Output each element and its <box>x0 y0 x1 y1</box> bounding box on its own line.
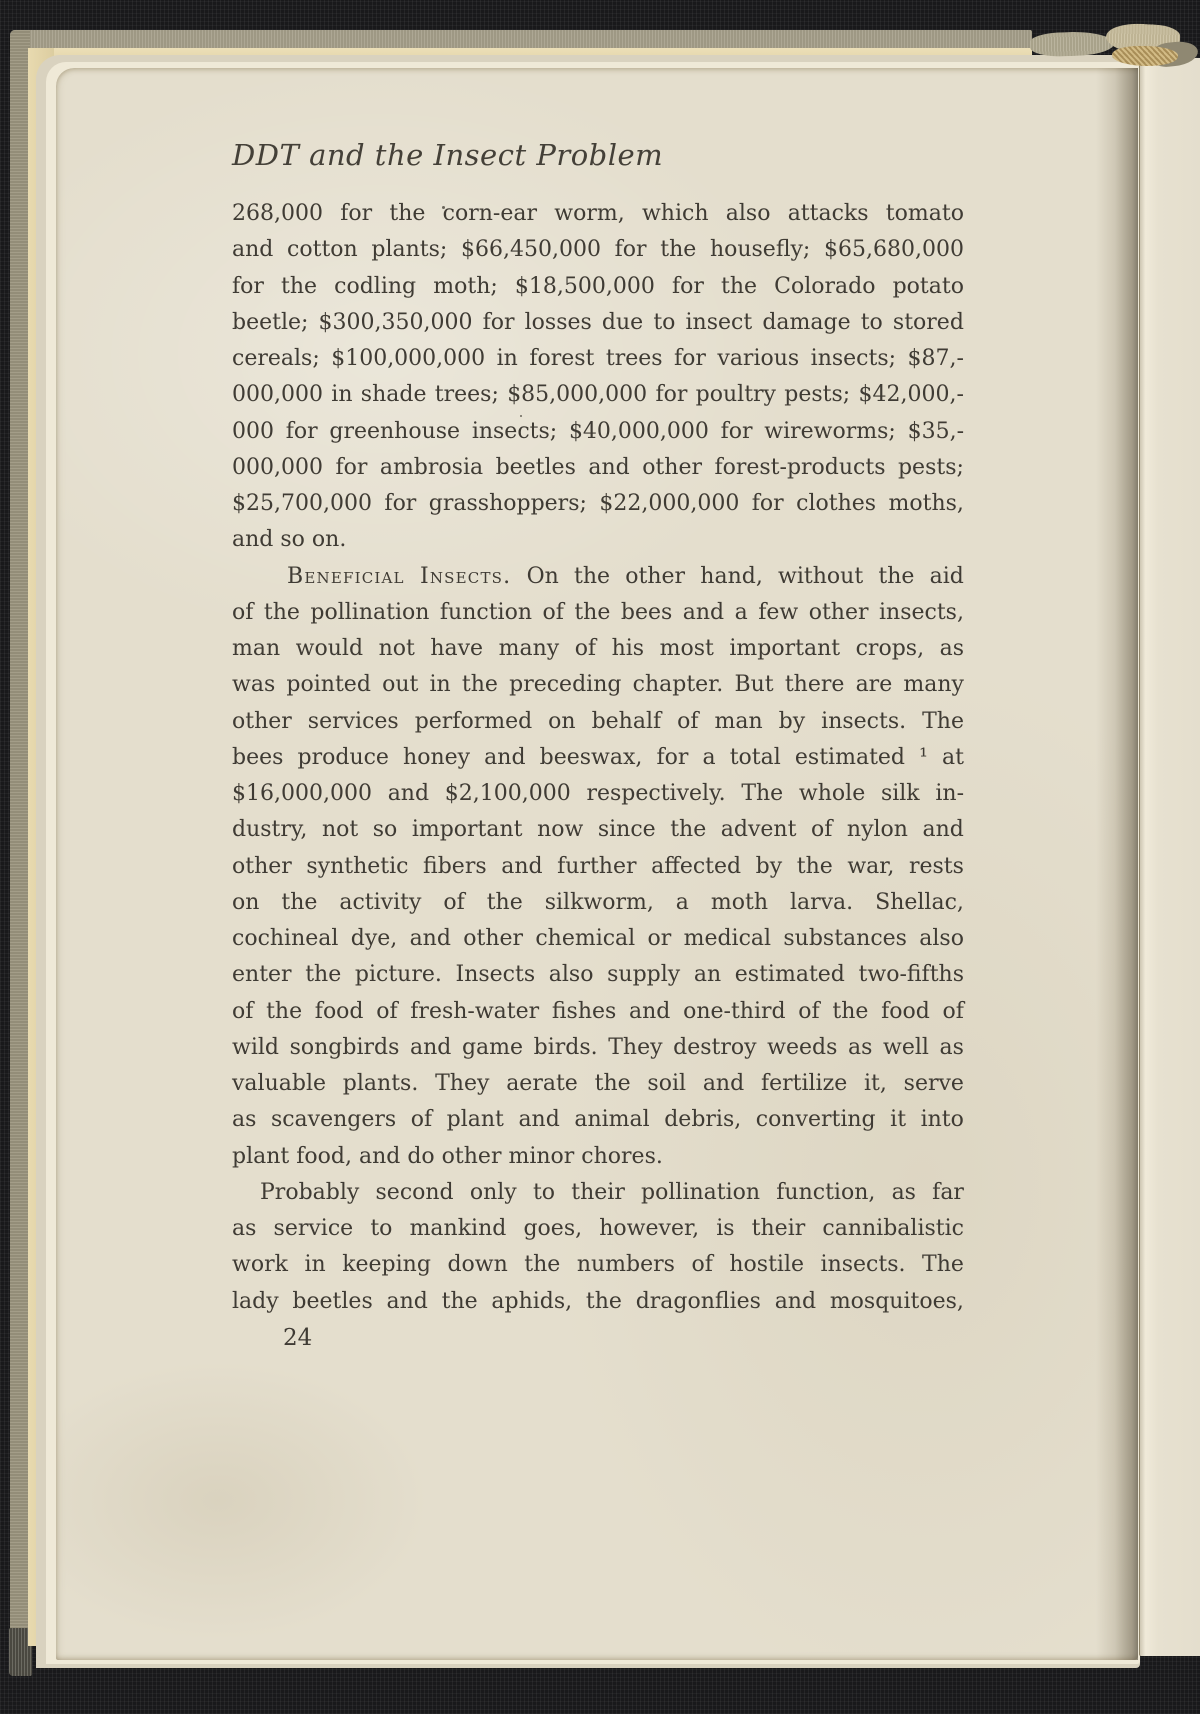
text-block <box>232 196 964 1320</box>
page-number: 24 <box>283 1324 313 1351</box>
text-line: and cotton plants; $66,450,000 for the housefly; $65,680,000 <box>232 237 964 263</box>
page-gutter-shadow <box>1096 68 1138 1660</box>
text-line: Beneficial Insects. On the other hand, without the aid <box>287 563 964 589</box>
text-line: 000 for greenhouse insects; $40,000,000 for wireworms; $35,- <box>232 418 964 444</box>
book-cover-edge-left <box>10 30 30 1675</box>
text-line: as scavengers of plant and animal debris, converting it into <box>232 1107 964 1133</box>
text-line: plant food, and do other minor chores. <box>232 1143 663 1169</box>
torn-spine-cloth-fragment <box>1030 31 1115 58</box>
text-line: $25,700,000 for grasshoppers; $22,000,000 for clothes moths, <box>232 491 964 516</box>
text-line: other synthetic fibers and further affected by the war, rests <box>232 853 964 879</box>
text-line: cereals; $100,000,000 in forest trees for various insects; $87,- <box>232 346 964 371</box>
text-line: cochineal dye, and other chemical or medical substances also <box>232 926 964 951</box>
text-line: enter the picture. Insects also supply an estimated two-fifths <box>232 962 964 988</box>
text-line: for the codling moth; $18,500,000 for the Colorado potato <box>232 273 964 299</box>
text-line: was pointed out in the preceding chapter. But there are many <box>232 672 964 698</box>
text-line: Probably second only to their pollination function, as far <box>260 1179 964 1205</box>
text-line: 268,000 for the corn-ear worm, which also attacks tomato <box>232 201 964 226</box>
adjacent-page <box>1139 58 1200 1656</box>
text-line: man would not have many of his most important crops, as <box>232 636 964 661</box>
text-line: valuable plants. They aerate the soil and fertilize it, serve <box>232 1071 964 1096</box>
text-line: lady beetles and the aphids, the dragonflies and mosquitoes, <box>232 1288 964 1314</box>
text-line: 000,000 in shade trees; $85,000,000 for poultry pests; $42,000,- <box>232 382 964 408</box>
text-line: work in keeping down the numbers of hostile insects. The <box>232 1252 964 1278</box>
text-line: wild songbirds and game birds. They destroy weeds as well as <box>232 1034 964 1060</box>
text-line: of the food of fresh-water fishes and one-third of the food of <box>232 998 964 1024</box>
text-line: $16,000,000 and $2,100,000 respectively. The whole silk in- <box>232 781 964 806</box>
page-content <box>232 135 964 1356</box>
text-line: of the pollination function of the bees and a few other insects, <box>232 599 964 625</box>
text-line: and so on. <box>232 527 347 553</box>
text-line: 000,000 for ambrosia beetles and other forest-products pests; <box>232 454 964 480</box>
running-header: DDT and the Insect Problem <box>232 138 664 172</box>
text-line: beetle; $300,350,000 for losses due to insect damage to stored <box>232 309 964 335</box>
text-line: as service to mankind goes, however, is their cannibalistic <box>232 1216 964 1241</box>
text-line: on the activity of the silkworm, a moth larva. Shellac, <box>232 889 964 915</box>
text-line: other services performed on behalf of man by insects. The <box>232 708 964 734</box>
text-line: bees produce honey and beeswax, for a total estimated ¹ at <box>232 744 964 770</box>
text-line: dustry, not so important now since the advent of nylon and <box>232 817 964 843</box>
